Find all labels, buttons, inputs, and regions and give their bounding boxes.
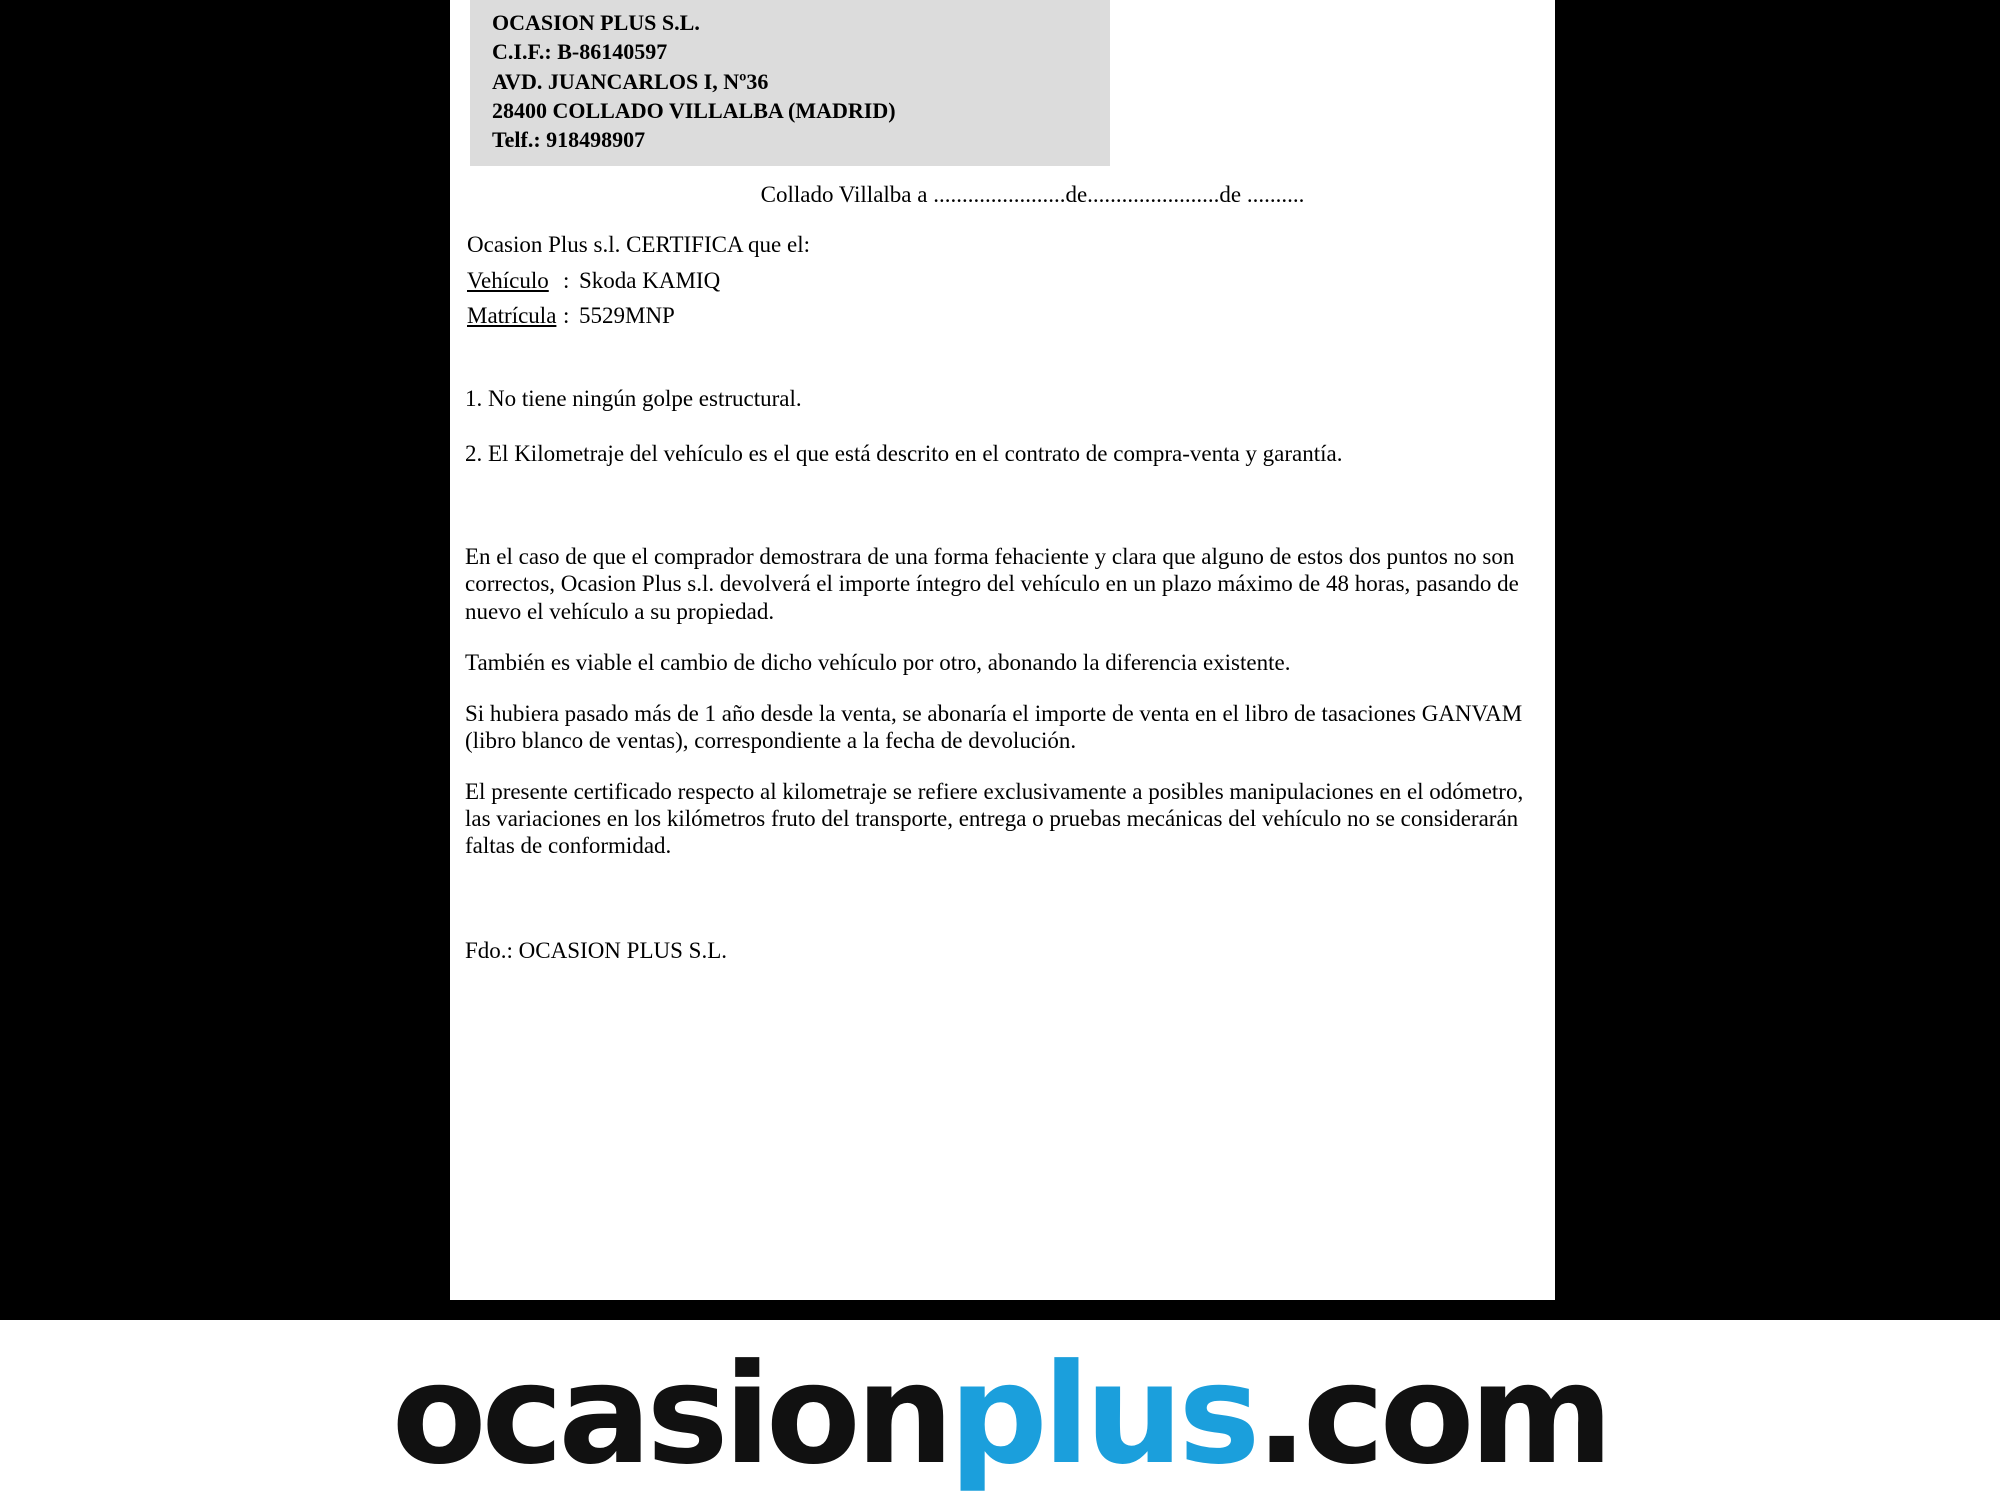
point-2: 2. El Kilometraje del vehículo es el que está descrito en el contrato de compra-venta y garantía.	[465, 440, 1343, 466]
field-matricula-value: 5529MNP	[579, 303, 675, 329]
paragraph-refund: En el caso de que el comprador demostrara de una forma fehaciente y clara que alguno de estos dos puntos no son correctos, Ocasion Plus s.l. devolverá el importe íntegro del vehículo en un plazo máximo de 48 horas, pasando de nuevo el vehículo a su propiedad.	[465, 544, 1519, 624]
field-vehiculo-value: Skoda KAMIQ	[579, 267, 721, 293]
letterhead-company: OCASION PLUS S.L.	[492, 10, 700, 35]
left-black-bar	[0, 0, 450, 1320]
spacer-3	[465, 467, 1540, 543]
right-black-bar	[1555, 0, 2000, 1320]
dateline-text: Collado Villalba a .......................de.......................de ..........	[760, 182, 1305, 207]
dateline	[450, 182, 1555, 208]
letterhead-city: 28400 COLLADO VILLALBA (MADRID)	[492, 97, 896, 123]
bottom-black-bar	[0, 1300, 2000, 1320]
certificate-document	[450, 0, 1555, 1300]
field-vehiculo-label: Vehículo	[467, 267, 549, 293]
field-vehiculo-separator: :	[563, 267, 570, 293]
spacer-4	[465, 625, 1540, 649]
paragraph-exchange: También es viable el cambio de dicho vehículo por otro, abonando la diferencia existente.	[465, 649, 1291, 675]
logo-part-com: .com	[1255, 1334, 1609, 1495]
paragraph-ganvam: Si hubiera pasado más de 1 año desde la venta, se abonaría el importe de venta en el libro de tasaciones GANVAM (libro blanco de ventas), correspondiente a la fecha de devolución.	[465, 700, 1523, 753]
certifica-line: Ocasion Plus s.l. CERTIFICA que el:	[467, 232, 810, 257]
spacer-6	[465, 754, 1540, 778]
ocasionplus-logo	[391, 1334, 1609, 1495]
letterhead-cif: C.I.F.: B-86140597	[492, 39, 668, 65]
field-matricula	[465, 303, 1540, 330]
point-1: 1. No tiene ningún golpe estructural.	[465, 386, 802, 412]
spacer-5	[465, 676, 1540, 700]
logo-part-ocasion: ocasion	[391, 1334, 949, 1495]
logo-part-plus: plus	[948, 1334, 1256, 1495]
spacer-2	[465, 413, 1540, 441]
letterhead-address: AVD. JUANCARLOS I, Nº36	[492, 68, 769, 94]
field-matricula-label: Matrícula	[467, 303, 557, 329]
document-body	[465, 232, 1540, 859]
signature-line: Fdo.: OCASION PLUS S.L.	[465, 938, 727, 963]
field-matricula-separator: :	[563, 303, 570, 329]
field-vehiculo	[465, 268, 1540, 295]
footer-logo-band	[0, 1320, 2000, 1500]
paragraph-odometer: El presente certificado respecto al kilometraje se refiere exclusivamente a posibles manipulaciones en el odómetro, las variaciones en los kilómetros fruto del transporte, entrega o pruebas mecánicas del vehículo no se considerarán faltas de conformidad.	[465, 779, 1524, 859]
letterhead-block	[470, 0, 1110, 166]
letterhead-phone: Telf.: 918498907	[492, 127, 646, 152]
spacer-1	[465, 330, 1540, 386]
